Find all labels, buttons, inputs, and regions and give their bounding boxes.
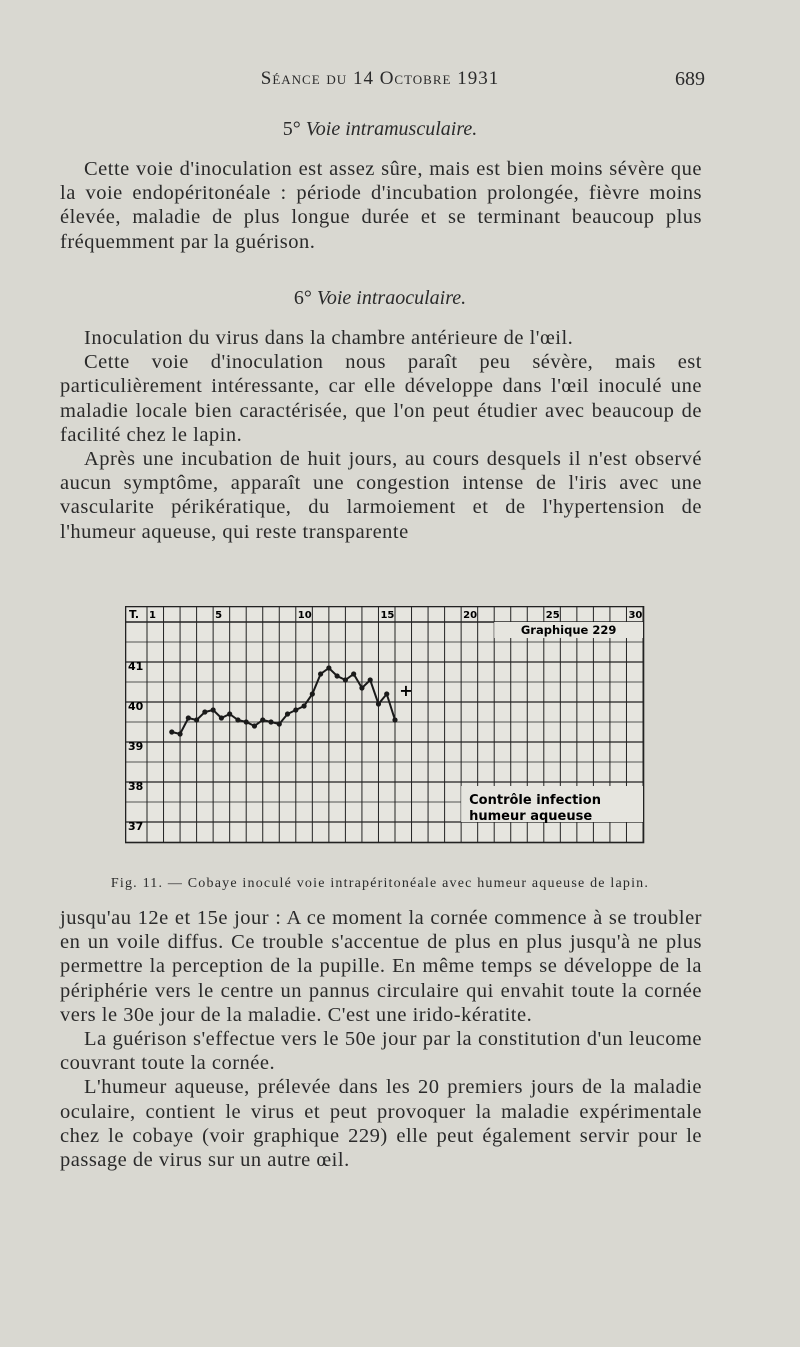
x-tick-label: 20 — [463, 610, 478, 621]
data-point — [368, 677, 373, 682]
data-point — [343, 677, 348, 682]
data-point — [376, 701, 381, 706]
data-point — [177, 731, 182, 736]
data-point — [235, 717, 240, 722]
x-tick-label: 25 — [545, 610, 560, 621]
section-heading-5 — [0, 118, 760, 141]
data-point — [351, 671, 356, 676]
paragraph: Inoculation du virus dans la chambre antérieure de l'œil. — [84, 327, 574, 349]
header-title: Séance du 14 Octobre 1931 — [260, 68, 500, 89]
data-point — [186, 715, 191, 720]
chart-svg — [125, 606, 645, 846]
x-tick-label: 30 — [628, 610, 643, 621]
paragraph: Cette voie d'inoculation nous paraît peu sévère, mais est particulièrement intéressante, car elle développe dans l'œil inoculé une maladie locale bien caractérisée, que l'on peut étudier avec beaucoup de facilité chez le lapin. — [60, 351, 702, 446]
x-tick-label: 15 — [380, 610, 395, 621]
data-point — [392, 717, 397, 722]
data-point — [335, 673, 340, 678]
figure-caption: Fig. 11. — Cobaye inoculé voie intrapéritonéale avec humeur aqueuse de lapin. — [110, 876, 650, 891]
data-point — [244, 719, 249, 724]
x-tick-label: 5 — [215, 610, 223, 621]
page-number: 689 — [675, 68, 705, 90]
y-tick-label: 38 — [128, 780, 144, 793]
data-point — [359, 685, 364, 690]
running-header — [0, 68, 800, 98]
section-heading-6 — [0, 287, 760, 310]
chart-title: Graphique 229 — [520, 623, 617, 637]
section-title: Voie intraoculaire. — [316, 287, 467, 309]
paragraph-block — [60, 157, 702, 254]
data-point — [227, 711, 232, 716]
paragraph: L'humeur aqueuse, prélevée dans les 20 premiers jours de la maladie oculaire, contient le virus et peut provoquer la maladie expérimentale chez le cobaye (voir graphique 229) elle peut également servir pour le passage de virus sur un autre œil. — [60, 1076, 702, 1172]
data-point — [252, 723, 257, 728]
data-point — [202, 709, 207, 714]
paragraph: jusqu'au 12e et 15e jour : A ce moment la cornée commence à se troubler en un voile diffus. Ce trouble s'accentue de plus en plus jusqu'à ne plus permettre la perception de la pupille. En même temps se développe de la périphérie vers le centre un pannus circulaire qui envahit toute la cornée vers le 30e jour de la maladie. C'est une irido-kératite. — [60, 907, 702, 1026]
y-tick-label: 40 — [128, 700, 144, 713]
paragraph-block — [60, 326, 702, 544]
paragraph: Cette voie d'inoculation est assez sûre, mais est bien moins sévère que la voie endopéritonéale : période d'incubation prolongée, fièvre moins élevée, maladie de plus longue durée et se terminant beaucoup plus fréquemment par la guérison. — [60, 158, 702, 253]
section-number: 5° — [282, 118, 301, 140]
corner-label: T. — [129, 608, 140, 621]
data-point — [211, 707, 216, 712]
data-point — [293, 707, 298, 712]
annotation-text: humeur aqueuse — [469, 809, 593, 824]
data-point — [219, 715, 224, 720]
paragraph: La guérison s'effectue vers le 50e jour par la constitution d'un leucome couvrant toute la cornée. — [60, 1028, 702, 1075]
section-number: 6° — [293, 287, 312, 309]
y-tick-label: 37 — [128, 820, 144, 833]
data-point — [277, 721, 282, 726]
data-point — [169, 729, 174, 734]
data-point — [384, 691, 389, 696]
data-point — [310, 691, 315, 696]
data-point — [260, 717, 265, 722]
x-tick-label: 1 — [149, 610, 156, 621]
annotation-text: Contrôle infection — [469, 793, 601, 808]
y-tick-label: 39 — [128, 740, 144, 753]
data-point — [318, 671, 323, 676]
data-point — [285, 711, 290, 716]
data-point — [326, 665, 331, 670]
section-title: Voie intramusculaire. — [305, 118, 478, 140]
y-tick-label: 41 — [128, 660, 144, 673]
temperature-chart — [125, 606, 645, 846]
data-point — [268, 719, 273, 724]
paragraph-block — [60, 906, 702, 1172]
data-point — [301, 703, 306, 708]
data-point — [194, 717, 199, 722]
annotation-plus: + — [399, 681, 413, 700]
x-tick-label: 10 — [297, 610, 312, 621]
paragraph: Après une incubation de huit jours, au cours desquels il n'est observé aucun symptôme, apparaît une congestion intense de l'iris avec une vascularite périkératique, du larmoiement et de l'hypertension de l'humeur aqueuse, qui reste transparente — [60, 448, 702, 543]
